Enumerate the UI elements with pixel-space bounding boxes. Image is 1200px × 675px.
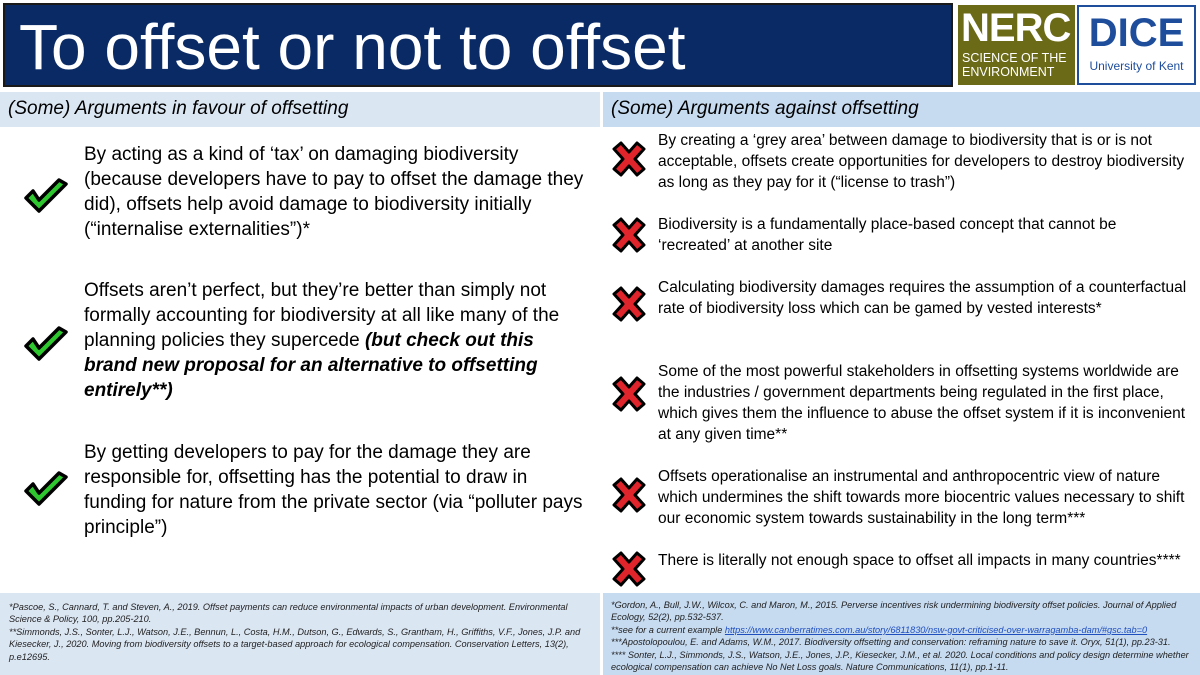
cross-mark-icon	[608, 285, 650, 323]
dice-logo	[1077, 5, 1196, 85]
con-text: There is literally not enough space to offset all impacts in many countries****	[658, 552, 1181, 569]
cross-mark-icon	[608, 476, 650, 514]
nerc-logo	[958, 5, 1075, 85]
cons-references	[603, 593, 1200, 675]
pros-heading: (Some) Arguments in favour of offsetting	[8, 98, 349, 119]
reference-prefix: **see for a current example	[611, 624, 725, 635]
pro-text: By acting as a kind of ‘tax’ on damaging biodiversity (because developers have to pay to offset the damage they did), offsets help avoid damage to biodiversity initially (“internalise externalities”)*	[84, 144, 584, 240]
cross-mark-icon	[608, 216, 650, 254]
pro-text-emphasis: (but check out this brand new proposal for an alternative to offsetting entirely**)	[84, 330, 538, 401]
pros-heading-band	[0, 92, 600, 127]
nerc-tagline-line2: ENVIRONMENT	[962, 65, 1055, 79]
con-text: Some of the most powerful stakeholders in offsetting systems worldwide are the industries / government departments being regulated in the first place, which gives them the influence to abuse the offset system if it is inconvenient at any given time**	[658, 363, 1185, 443]
reference: ***Apostolopoulou, E. and Adams, W.M., 2017. Biodiversity offsetting and conservation: reframing nature to save it. Oryx, 51(1), pp.23-31.	[611, 637, 1171, 648]
cons-heading: (Some) Arguments against offsetting	[611, 98, 919, 119]
cons-heading-band	[603, 92, 1200, 127]
title-bar	[3, 3, 953, 87]
pro-text	[84, 278, 584, 403]
nerc-tagline-line1: SCIENCE OF THE	[962, 51, 1067, 65]
dice-logo-subtext: University of Kent	[1089, 59, 1184, 73]
con-text: Offsets operationalise an instrumental and anthropocentric view of nature which undermines the shift towards more biocentric values necessary to shift our economic system towards sustainability in the long term***	[658, 468, 1185, 527]
news-article-link[interactable]: https://www.canberratimes.com.au/story/6811830/nsw-govt-criticised-over-warragamba-dam/#gsc.tab=0	[724, 624, 1148, 635]
reference	[611, 624, 1196, 636]
header	[0, 0, 1200, 90]
check-mark-icon	[22, 471, 70, 511]
cross-mark-icon	[608, 375, 650, 413]
check-mark-icon	[22, 326, 70, 366]
page-title: To offset or not to offset	[19, 11, 686, 83]
nerc-logo-tagline	[962, 51, 1067, 79]
reference: **Simmonds, J.S., Sonter, L.J., Watson, J.E., Bennun, L., Costa, H.M., Dutson, G., Edwards, S., Grantham, H., Griffiths, V.F., Jones, J.P. and Kiesecker, J., 2020. Moving from biodiversity offsets to a target-based approach for ecological compensation. Conservation Letters, 13(2), p.e12695.	[9, 626, 581, 662]
nerc-logo-text: NERC	[961, 6, 1071, 50]
cross-mark-icon	[608, 550, 650, 588]
dice-logo-text: DICE	[1088, 11, 1185, 55]
con-text: By creating a ‘grey area’ between damage to biodiversity that is or is not acceptable, offsets create opportunities for developers to destroy biodiversity as long as they pay for it (“license to trash”)	[658, 132, 1185, 191]
pro-text: By getting developers to pay for the damage they are responsible for, offsetting has the potential to draw in funding for nature from the private sector (via “polluter pays principle”)	[84, 442, 583, 538]
cross-mark-icon	[608, 140, 650, 178]
pros-references	[0, 593, 600, 675]
pro-text-plain: Offsets aren’t perfect, but they’re better than simply not formally accounting for biodiversity at all like many of the planning policies they supercede	[84, 280, 560, 351]
reference: *Pascoe, S., Cannard, T. and Steven, A., 2019. Offset payments can reduce environmental impacts of urban development. Environmental Science & Policy, 100, pp.205-210.	[9, 602, 568, 625]
reference: *Gordon, A., Bull, J.W., Wilcox, C. and Maron, M., 2015. Perverse incentives risk undermining biodiversity offset policies. Journal of Applied Ecology, 52(2), pp.532-537.	[611, 600, 1177, 623]
reference: **** Sonter, L.J., Simmonds, J.S., Watson, J.E., Jones, J.P., Kiesecker, J.M., et al. 2020. Local conditions and policy design determine whether ecological compensation can achieve No Net Loss goals. Nature Communications, 11(1), pp.1-11.	[611, 649, 1189, 673]
con-text: Calculating biodiversity damages requires the assumption of a counterfactual rate of biodiversity loss which can be gamed by vested interests*	[658, 279, 1187, 317]
con-text: Biodiversity is a fundamentally place-based concept that cannot be ‘recreated’ at another site	[658, 216, 1117, 254]
check-mark-icon	[22, 178, 70, 218]
